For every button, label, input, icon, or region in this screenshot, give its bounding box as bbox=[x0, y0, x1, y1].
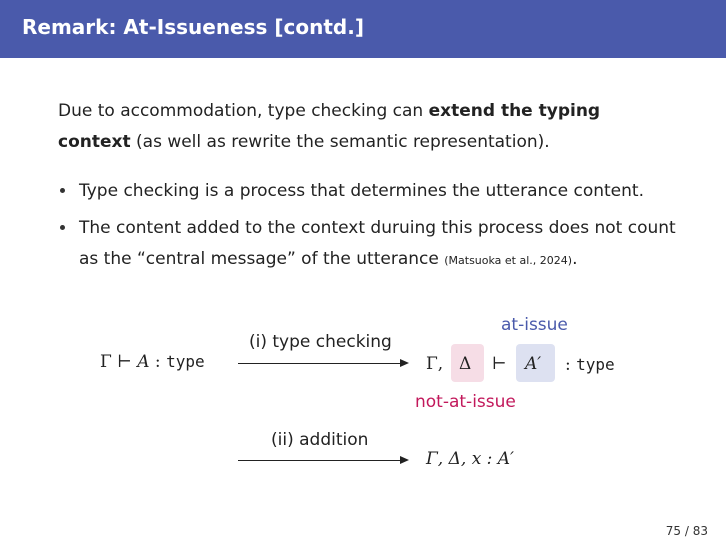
gamma-comma: Γ, bbox=[426, 354, 444, 374]
step1-label: (i) type checking bbox=[249, 332, 392, 352]
delta-symbol: Δ bbox=[459, 354, 472, 374]
bullet-text: The content added to the context duruing this process does not count as the “central message” of the utterance bbox=[79, 218, 676, 269]
type-keyword: type bbox=[166, 352, 205, 371]
a-prime: A′ bbox=[525, 354, 542, 374]
bullet-dot-icon bbox=[60, 188, 65, 193]
not-at-issue-label: not-at-issue bbox=[415, 392, 516, 412]
citation: (Matsuoka et al., 2024) bbox=[444, 254, 573, 267]
bullet-item bbox=[58, 176, 698, 207]
arrow-right-icon bbox=[400, 456, 409, 464]
gamma-turnstile: Γ ⊢ bbox=[100, 352, 138, 372]
intro-paragraph bbox=[58, 96, 678, 158]
slide-header bbox=[0, 0, 726, 58]
var-a: A bbox=[137, 352, 150, 372]
slide-title: Remark: At-Issueness [contd.] bbox=[22, 15, 364, 39]
arrow-2-line bbox=[238, 460, 400, 461]
bullet-list bbox=[58, 176, 698, 282]
addition-result: Γ, Δ, x : A′ bbox=[426, 449, 514, 469]
source-judgement bbox=[100, 352, 205, 372]
step2-label: (ii) addition bbox=[271, 430, 369, 450]
type-keyword: type bbox=[576, 355, 615, 374]
at-issue-label: at-issue bbox=[501, 315, 568, 335]
bullet-dot-icon bbox=[60, 225, 65, 230]
turnstile-symbol: ⊢ bbox=[492, 354, 507, 374]
intro-text-1: Due to accommodation, type checking can bbox=[58, 101, 429, 121]
page-number: 75 / 83 bbox=[665, 524, 708, 538]
bullet-item bbox=[58, 213, 698, 276]
arrow-1-line bbox=[238, 363, 400, 364]
arrow-right-icon bbox=[400, 359, 409, 367]
intro-bold-text: extend the typing context bbox=[58, 101, 601, 152]
colon: : bbox=[565, 355, 577, 375]
bullet-text: Type checking is a process that determines the utterance content. bbox=[79, 181, 644, 201]
intro-text-2: (as well as rewrite the semantic representation). bbox=[130, 132, 550, 152]
colon: : bbox=[149, 352, 167, 372]
result-type bbox=[565, 355, 615, 375]
bullet-trail: . bbox=[572, 249, 578, 269]
